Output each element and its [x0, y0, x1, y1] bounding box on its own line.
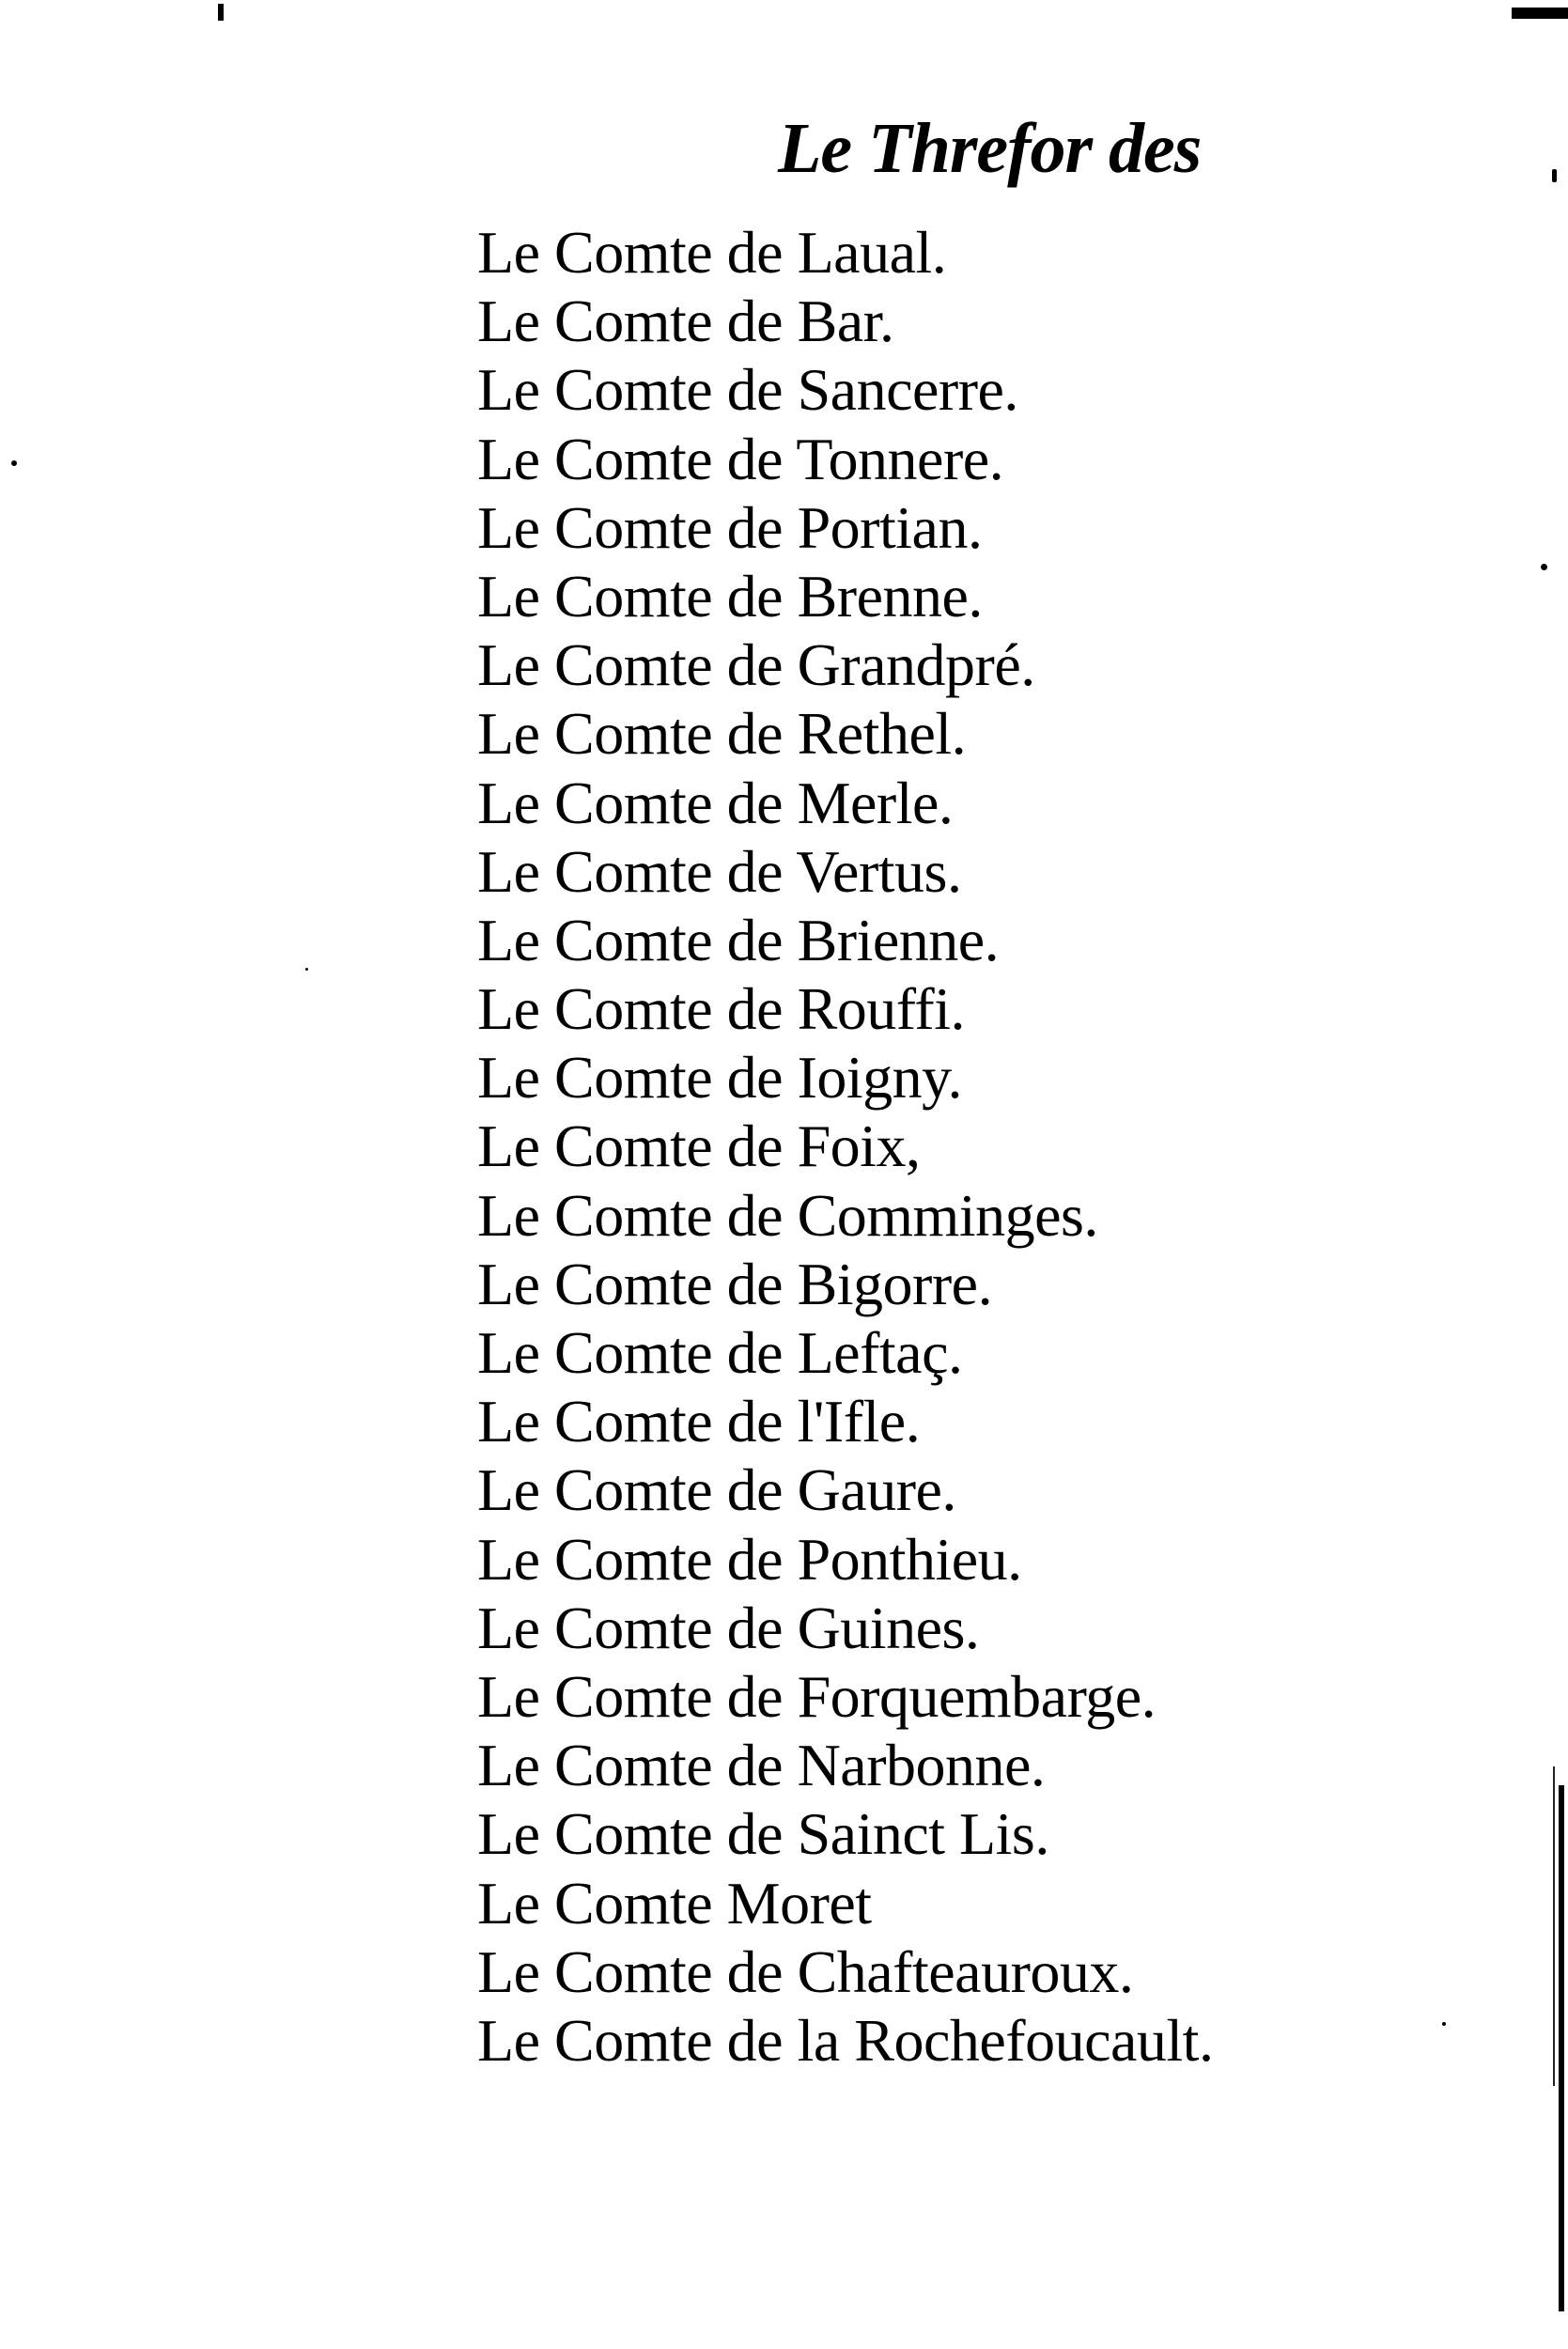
list-item: Le Comte de Ioigny. [477, 1044, 962, 1112]
running-head: Le Threfor des [778, 109, 1202, 188]
list-item: Le Comte de Sancerre. [477, 356, 1018, 424]
entry-list [477, 218, 1213, 2075]
ink-speck [305, 968, 308, 971]
ink-speck [1552, 169, 1557, 182]
list-item: Le Comte de la Rochefoucault. [477, 2006, 1214, 2074]
list-item: Le Comte de Merle. [477, 769, 954, 836]
list-item: Le Comte de Leftaç. [477, 1319, 963, 1386]
list-item: Le Comte de Laual. [477, 219, 947, 286]
list-item: Le Comte de Sainct Lis. [477, 1800, 1049, 1868]
scan-edge-shadow [1559, 1785, 1564, 2311]
ink-speck [1442, 2022, 1446, 2026]
ink-speck [1541, 564, 1547, 570]
list-item: Le Comte de Rethel. [477, 700, 967, 768]
list-item: Le Comte de Vertus. [477, 837, 962, 905]
list-item: Le Comte de Gaure. [477, 1456, 956, 1524]
list-item: Le Comte de Ponthieu. [477, 1525, 1022, 1593]
list-item: Le Comte de Forquembarge. [477, 1662, 1157, 1730]
scan-edge-mark [1512, 8, 1568, 19]
ink-speck [11, 460, 17, 466]
list-item: Le Comte de Brenne. [477, 562, 983, 630]
list-item: Le Comte de Foix, [477, 1112, 921, 1180]
list-item: Le Comte de Brienne. [477, 906, 1000, 973]
list-item: Le Comte de Bar. [477, 288, 894, 355]
list-item: Le Comte de Narbonne. [477, 1732, 1046, 1799]
scan-edge-shadow [1553, 1766, 1555, 2086]
list-item: Le Comte de Grandpré. [477, 631, 1035, 699]
scan-edge-mark [218, 4, 224, 21]
list-item: Le Comte de Bigorre. [477, 1250, 993, 1317]
list-item: Le Comte de Rouffi. [477, 975, 965, 1043]
list-item: Le Comte de Comminges. [477, 1181, 1098, 1249]
list-item: Le Comte de Tonnere. [477, 425, 1004, 492]
list-item: Le Comte de Chafteauroux. [477, 1937, 1134, 2005]
list-item: Le Comte de Portian. [477, 493, 983, 561]
list-item: Le Comte Moret [477, 1869, 872, 1937]
list-item: Le Comte de l'Ifle. [477, 1388, 921, 1455]
list-item: Le Comte de Guines. [477, 1594, 980, 1661]
